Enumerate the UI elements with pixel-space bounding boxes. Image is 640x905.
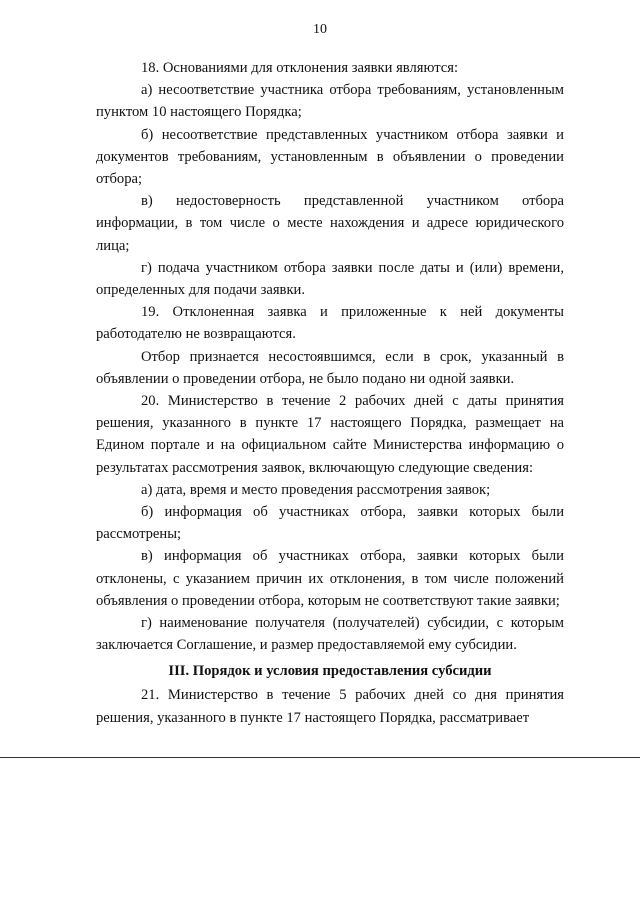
- section-heading: III. Порядок и условия предоставления субсидии: [168, 663, 492, 680]
- paragraph-18b: б) несоответствие представленных участником отбора заявки и документов требованиям, установленным в объявлении о проведении отбора;: [96, 126, 564, 188]
- page-number: 10: [313, 22, 327, 37]
- paragraph-20v: в) информация об участниках отбора, заявки которых были отклонены, с указанием причин их отклонения, в том числе положений объявления о проведении отбора, которым не соответствуют такие заявки;: [96, 548, 564, 609]
- paragraph-19: 19. Отклоненная заявка и приложенные к ней документы работодателю не возвращаются.: [96, 304, 564, 343]
- paragraph-21: 21. Министерство в течение 5 рабочих дней со дня принятия решения, указанного в пункте 17 настоящего Порядка, рассматривает: [96, 687, 564, 726]
- paragraph-18g: г) подача участником отбора заявки после даты и (или) времени, определенных для подачи заявки.: [96, 259, 564, 299]
- paragraph-18a: а) несоответствие участника отбора требованиям, установленным пунктом 10 настоящего Порядка;: [96, 82, 564, 121]
- paragraph-18: 18. Основаниями для отклонения заявки являются:: [141, 60, 459, 76]
- footer-divider: [0, 757, 640, 758]
- paragraph-20a: а) дата, время и место проведения рассмотрения заявок;: [141, 481, 491, 498]
- paragraph-20: 20. Министерство в течение 2 рабочих дней с даты принятия решения, указанного в пункте 17 настоящего Порядка, размещает на Едином портале и на официальном сайте Министерства информацию о результатах рассмотрения заявок, включающую следующие сведения:: [96, 393, 564, 476]
- paragraph-20g: г) наименование получателя (получателей) субсидии, с которым заключается Соглашение, и размер предоставляемой ему субсидии.: [96, 615, 564, 654]
- paragraph-19-cont: Отбор признается несостоявшимся, если в срок, указанный в объявлении о проведении отбора, не было подано ни одной заявки.: [96, 348, 564, 387]
- paragraph-20b: б) информация об участниках отбора, заявки которых были рассмотрены;: [96, 504, 564, 543]
- paragraph-18v: в) недостоверность представленной участником отбора информации, в том числе о месте нахождения и адресе юридического лица;: [96, 193, 564, 254]
- document-body: [96, 57, 564, 729]
